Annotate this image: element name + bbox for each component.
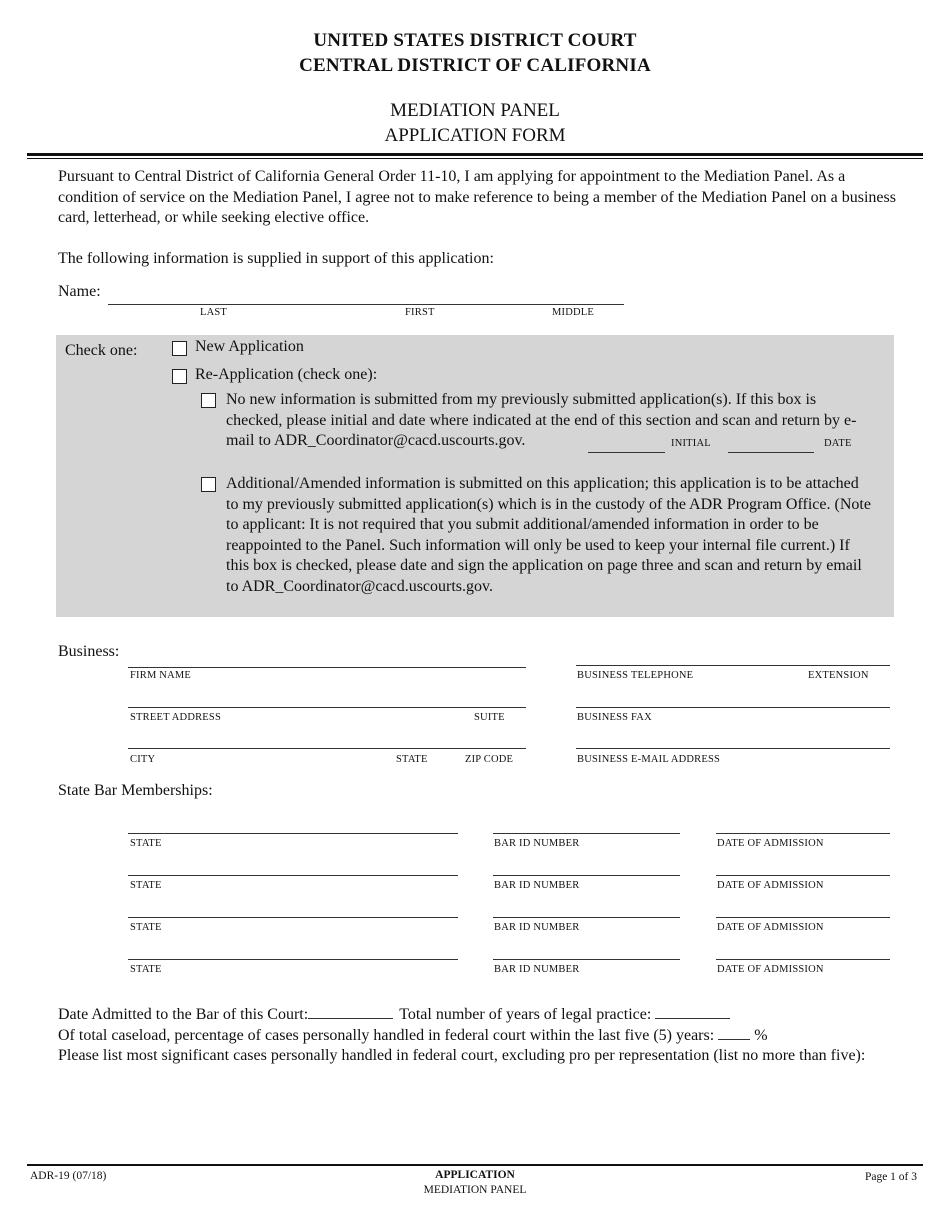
bar-state-caption: STATE	[130, 922, 162, 933]
name-middle-caption: MIDDLE	[552, 307, 595, 318]
bar-state-input-line[interactable]	[128, 833, 458, 834]
firm-name-input-line[interactable]	[128, 667, 526, 668]
zip-code-caption: ZIP CODE	[465, 754, 514, 765]
bar-state-caption: STATE	[130, 838, 162, 849]
caseload-percent-input[interactable]	[718, 1039, 750, 1040]
bar-admission-caption: DATE OF ADMISSION	[717, 964, 824, 975]
caseload-label: Of total caseload, percentage of cases personally handled in federal court within the last five (5) years:	[58, 1027, 715, 1044]
state-bar-label: State Bar Memberships:	[58, 782, 213, 799]
new-application-checkbox[interactable]	[172, 341, 187, 356]
name-first-caption: FIRST	[405, 307, 435, 318]
street-address-caption: STREET ADDRESS	[130, 712, 221, 723]
name-input-line[interactable]	[108, 304, 624, 305]
years-practice-label: Total number of years of legal practice:	[399, 1006, 652, 1023]
bar-admission-input-line[interactable]	[716, 959, 890, 960]
significant-cases-question: Please list most significant cases personally handled in federal court, excluding pro per representation (list no more than five):	[58, 1047, 866, 1064]
form-title-line1: MEDIATION PANEL	[390, 100, 560, 121]
bar-id-caption: BAR ID NUMBER	[494, 922, 580, 933]
bar-id-caption: BAR ID NUMBER	[494, 838, 580, 849]
header-rule-thick	[27, 153, 923, 156]
bar-admission-input-line[interactable]	[716, 833, 890, 834]
bar-admission-input-line[interactable]	[716, 917, 890, 918]
page-number: Page 1 of 3	[864, 1171, 917, 1183]
name-label: Name:	[58, 283, 101, 300]
name-last-caption: LAST	[200, 307, 228, 318]
business-telephone-caption: BUSINESS TELEPHONE	[577, 670, 694, 681]
business-fax-input-line[interactable]	[576, 707, 890, 708]
bar-admission-caption: DATE OF ADMISSION	[717, 880, 824, 891]
footer-rule	[27, 1164, 923, 1166]
bar-state-caption: STATE	[130, 964, 162, 975]
re-application-checkbox[interactable]	[172, 369, 187, 384]
date-admitted-label: Date Admitted to the Bar of this Court:	[58, 1006, 309, 1023]
bar-id-input-line[interactable]	[493, 917, 680, 918]
bar-admission-caption: DATE OF ADMISSION	[717, 838, 824, 849]
court-name-line2: CENTRAL DISTRICT OF CALIFORNIA	[299, 55, 651, 76]
date-caption: DATE	[824, 438, 852, 449]
new-application-label: New Application	[195, 338, 304, 355]
caseload-question	[58, 1026, 768, 1047]
date-input-line[interactable]	[728, 452, 814, 453]
bar-state-input-line[interactable]	[128, 875, 458, 876]
street-address-input-line[interactable]	[128, 707, 526, 708]
percent-sign: %	[754, 1027, 768, 1044]
city-caption: CITY	[130, 754, 156, 765]
footer-subtitle: MEDIATION PANEL	[423, 1184, 527, 1196]
business-fax-caption: BUSINESS FAX	[577, 712, 652, 723]
re-application-label: Re-Application (check one):	[195, 366, 378, 383]
no-new-info-text: No new information is submitted from my previously submitted application(s). If this box is checked, please initial and date where indicated at the end of this section and scan and return by e-mail to ADR_Coordinator@cacd.uscourts.gov.	[226, 391, 857, 449]
bar-id-input-line[interactable]	[493, 959, 680, 960]
bar-admission-caption: DATE OF ADMISSION	[717, 922, 824, 933]
form-title-line2: APPLICATION FORM	[384, 125, 566, 146]
initial-input-line[interactable]	[588, 452, 665, 453]
suite-caption: SUITE	[474, 712, 505, 723]
bar-admission-input-line[interactable]	[716, 875, 890, 876]
business-email-caption: BUSINESS E-MAIL ADDRESS	[577, 754, 721, 765]
state-caption: STATE	[396, 754, 428, 765]
business-label: Business:	[58, 643, 120, 660]
business-telephone-input-line[interactable]	[576, 665, 890, 666]
years-practice-input[interactable]	[655, 1018, 730, 1019]
amended-info-text: Additional/Amended information is submitted on this application; this application is to be attached to my previously submitted application(s) which is in the custody of the ADR Program Office. (Note to applicant: It is not required that you submit additional/amended information in order to be reappointed to the Panel. Such information will only be used to keep your internal file current.) If this box is checked, please date and sign the application on page three and scan and return by email to ADR_Coordinator@cacd.uscourts.gov.	[226, 475, 871, 595]
bar-state-input-line[interactable]	[128, 959, 458, 960]
footer-title: APPLICATION	[435, 1169, 515, 1181]
form-number: ADR-19 (07/18)	[30, 1170, 107, 1182]
date-admitted-input[interactable]	[308, 1018, 393, 1019]
check-one-label: Check one:	[65, 342, 138, 359]
no-new-info-checkbox[interactable]	[201, 393, 216, 408]
bar-id-caption: BAR ID NUMBER	[494, 964, 580, 975]
extension-caption: EXTENSION	[808, 670, 869, 681]
bar-id-caption: BAR ID NUMBER	[494, 880, 580, 891]
bar-id-input-line[interactable]	[493, 833, 680, 834]
court-name-line1: UNITED STATES DISTRICT COURT	[313, 30, 637, 51]
support-line: The following information is supplied in support of this application:	[58, 250, 494, 267]
bar-state-caption: STATE	[130, 880, 162, 891]
header-rule-thin	[27, 158, 923, 159]
bar-admission-question	[58, 1005, 730, 1026]
amended-info-checkbox[interactable]	[201, 477, 216, 492]
bar-id-input-line[interactable]	[493, 875, 680, 876]
bar-state-input-line[interactable]	[128, 917, 458, 918]
firm-name-caption: FIRM NAME	[130, 670, 192, 681]
business-email-input-line[interactable]	[576, 748, 890, 749]
intro-paragraph: Pursuant to Central District of California General Order 11-10, I am applying for appointment to the Mediation Panel. As a condition of service on the Mediation Panel, I agree not to make reference to being a member of the Mediation Panel on a business card, letterhead, or while seeking elective office.	[58, 168, 896, 226]
initial-caption: INITIAL	[671, 438, 711, 449]
city-state-zip-input-line[interactable]	[128, 748, 526, 749]
